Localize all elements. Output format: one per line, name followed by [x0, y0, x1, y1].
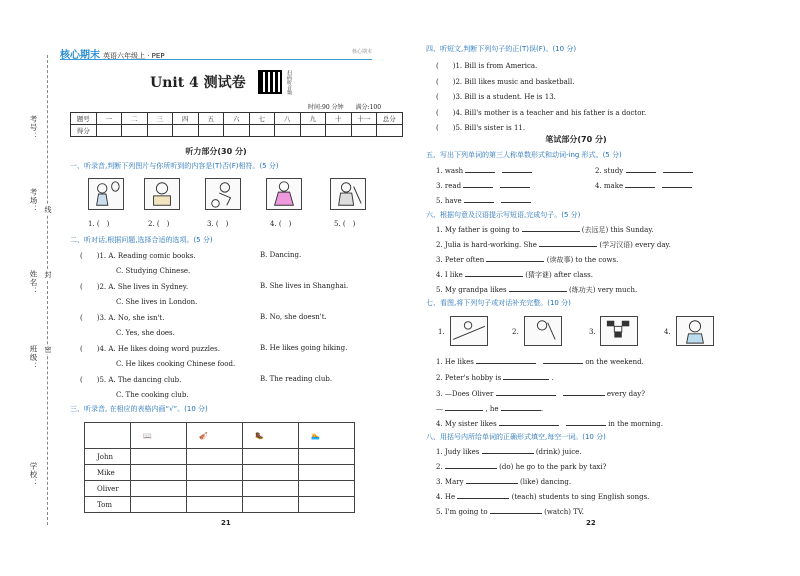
class-label: 班级：	[29, 345, 38, 371]
q6-suffix: every day.	[635, 241, 671, 249]
score-table	[70, 112, 403, 137]
q7-prefix: —	[436, 405, 443, 413]
q3-table	[84, 422, 355, 513]
q3-check-cell[interactable]	[187, 497, 243, 513]
score-cell[interactable]	[249, 125, 275, 137]
q7-suffix: .	[551, 374, 554, 382]
table-row	[85, 497, 355, 513]
score-cell[interactable]	[224, 125, 250, 137]
binding-strip	[0, 0, 56, 576]
q6-item[interactable]	[436, 225, 654, 235]
q7-item[interactable]: — , he .	[436, 405, 544, 413]
q6-prefix: 3. Peter often	[436, 256, 485, 264]
q6-prefix: 1. My father is going to	[436, 226, 520, 234]
answer-blank[interactable]	[496, 389, 556, 396]
q7-pic-label-4: 4.	[664, 328, 671, 336]
answer-blank[interactable]	[486, 255, 544, 262]
q6-item[interactable]	[436, 255, 618, 265]
q1-item-5[interactable]: 5. ( )	[334, 220, 356, 228]
dancing-girl-picture	[266, 178, 302, 210]
skiing-picture	[450, 316, 488, 346]
q3-check-cell[interactable]	[131, 465, 187, 481]
answer-blank[interactable]	[463, 181, 493, 188]
answer-blank[interactable]	[509, 285, 567, 292]
q4-item[interactable]: ( )4. Bill's mother is a teacher and his father is a doctor.	[436, 108, 647, 117]
q3-reading-icon: 📖	[131, 423, 187, 449]
q8-prefix: 2.	[436, 463, 443, 471]
q5-word: 2. study	[595, 167, 624, 175]
q3-check-cell[interactable]	[299, 465, 355, 481]
written-header: 笔试部分(70 分)	[545, 135, 607, 144]
q6-hint: (读故事)	[546, 256, 574, 264]
score-header-cell: 一	[96, 113, 122, 125]
answer-blank[interactable]	[625, 181, 655, 188]
q2-option-b[interactable]: B. Dancing.	[260, 251, 302, 259]
page-number-left: 21	[221, 519, 231, 527]
q5-item[interactable]	[436, 181, 530, 191]
q7-item[interactable]	[436, 373, 554, 382]
answer-blank[interactable]	[502, 166, 532, 173]
q2-option-a[interactable]: ( )1. A. Reading comic books.	[80, 252, 196, 260]
answer-blank[interactable]	[466, 477, 518, 484]
q5-word: 3. read	[436, 182, 462, 190]
crossword-picture	[600, 316, 638, 346]
q7-heading: 七、看图,将下列句子或对话补充完整。(10 分)	[426, 299, 571, 307]
q8-hint: (drink)	[535, 448, 561, 456]
q8-heading: 八、用括号内所给单词的正确形式填空,每空一词。(10 分)	[426, 433, 606, 441]
q7-suffix: in the morning.	[608, 420, 663, 428]
answer-blank[interactable]	[464, 196, 494, 203]
q8-suffix: dancing.	[540, 478, 572, 486]
q6-suffix: this Sunday.	[610, 226, 654, 234]
q3-hiking-icon: 🥾	[243, 423, 299, 449]
q2-option-a[interactable]: ( )2. A. She lives in Sydney.	[80, 283, 189, 291]
q7-prefix: 2. Peter's hobby is	[436, 374, 502, 382]
exam-number-label: 考号：	[29, 115, 38, 141]
score-header-cell: 八	[275, 113, 301, 125]
q6-hint: (练功夫)	[569, 286, 596, 294]
q8-prefix: 5. I'm going to	[436, 508, 488, 516]
q3-check-cell[interactable]	[131, 481, 187, 497]
header-tag: 核心期末	[351, 49, 372, 55]
q5-word: 5. have	[436, 197, 462, 205]
q5-item[interactable]	[595, 181, 692, 191]
answer-blank[interactable]	[503, 373, 549, 380]
q2-option-c[interactable]: C. She lives in London.	[116, 298, 198, 306]
answer-blank[interactable]	[465, 270, 523, 277]
seal-char-dense: 密	[44, 346, 52, 353]
q4-heading: 四、听短文,判断下列句子的正(T)误(F)。(10 分)	[426, 45, 577, 53]
q8-item[interactable]	[436, 462, 606, 471]
q2-option-a[interactable]: ( )5. A. The dancing club.	[80, 376, 182, 384]
q3-name-cell: Oliver	[85, 481, 131, 497]
score-cell[interactable]	[96, 125, 122, 137]
q2-option-c[interactable]: C. Yes, she does.	[116, 329, 175, 337]
q3-check-cell[interactable]	[299, 481, 355, 497]
q8-hint: (teach)	[511, 493, 537, 501]
q8-item[interactable]	[436, 447, 582, 456]
answer-blank[interactable]	[476, 357, 536, 364]
q3-name-cell: Tom	[85, 497, 131, 513]
q4-item[interactable]: ( )2. Bill likes music and basketball.	[436, 77, 575, 86]
q5-item[interactable]	[595, 166, 693, 176]
q2-option-c[interactable]: C. He likes cooking Chinese food.	[116, 360, 236, 368]
q3-check-cell[interactable]	[131, 497, 187, 513]
score-header-cell: 三	[147, 113, 173, 125]
listening-header: 听力部分(30 分)	[185, 147, 247, 156]
table-row	[85, 465, 355, 481]
q7-pic-label-3: 3.	[589, 328, 596, 336]
q8-item[interactable]	[436, 507, 584, 516]
q1-item-3[interactable]: 3. ( )	[207, 220, 229, 228]
qr-caption: 扫码听音频	[286, 70, 292, 95]
q4-item[interactable]: ( )1. Bill is from America.	[436, 62, 538, 70]
q3-check-cell[interactable]	[187, 465, 243, 481]
q3-check-cell[interactable]	[243, 497, 299, 513]
q2-option-c[interactable]: C. Studying Chinese.	[116, 267, 191, 275]
score-cell[interactable]	[173, 125, 199, 137]
answer-blank[interactable]	[465, 166, 495, 173]
q5-item[interactable]	[436, 166, 532, 176]
q2-heading: 二、听对话,根据问题,选择合适的选项。(5 分)	[70, 236, 213, 244]
q2-option-b[interactable]: B. He likes going hiking.	[260, 344, 348, 352]
q8-item[interactable]	[436, 492, 649, 501]
score-cell[interactable]	[275, 125, 301, 137]
exam-room-label: 考场：	[29, 188, 38, 214]
answer-blank[interactable]	[566, 419, 606, 426]
score-header-cell: 总分	[377, 113, 403, 125]
answer-blank[interactable]	[445, 404, 483, 411]
answer-blank[interactable]	[662, 181, 692, 188]
q8-hint: (like)	[520, 478, 539, 486]
q8-hint: (do)	[499, 463, 514, 471]
answer-blank[interactable]	[501, 404, 541, 411]
q3-music-icon: 🎻	[187, 423, 243, 449]
q8-suffix: juice.	[562, 448, 582, 456]
answer-blank[interactable]	[482, 447, 534, 454]
q3-check-cell[interactable]	[187, 481, 243, 497]
answer-blank[interactable]	[563, 389, 605, 396]
name-label: 姓名：	[29, 270, 38, 296]
score-cell[interactable]	[377, 125, 403, 137]
q3-check-cell[interactable]	[187, 449, 243, 465]
q6-prefix: 5. My grandpa likes	[436, 286, 507, 294]
score-header-cell: 六	[224, 113, 250, 125]
score-header-cell: 十一	[351, 113, 377, 125]
score-header-cell: 题号	[71, 113, 97, 125]
answer-blank[interactable]	[501, 196, 531, 203]
q7-prefix: 3. —Does Oliver	[436, 390, 494, 398]
q7-item[interactable]	[436, 419, 663, 429]
q3-swimming-icon: 🏊	[299, 423, 355, 449]
page-header	[60, 46, 372, 60]
q2-option-b[interactable]: B. She lives in Shanghai.	[260, 282, 349, 290]
q7-prefix: 4. My sister likes	[436, 420, 497, 428]
q1-item-4[interactable]: 4. ( )	[270, 220, 292, 228]
q6-suffix: after class.	[553, 271, 593, 279]
grade-label: 英语六年级上 · PEP	[103, 52, 165, 60]
q6-item[interactable]	[436, 270, 593, 280]
score-cell[interactable]	[147, 125, 173, 137]
q8-prefix: 4. He	[436, 493, 456, 501]
q7-suffix: on the weekend.	[585, 358, 644, 366]
q5-heading: 五、写出下列单词的第三人称单数形式和动词-ing 形式。(5 分)	[426, 151, 622, 159]
q6-hint: (猜字谜)	[525, 271, 552, 279]
q6-suffix: to the cows.	[575, 256, 619, 264]
q3-check-cell[interactable]	[299, 497, 355, 513]
q6-hint: (去远足)	[581, 226, 609, 234]
score-label-cell: 得分	[71, 125, 97, 137]
q6-item[interactable]	[436, 285, 637, 295]
q3-name-cell: Mike	[85, 465, 131, 481]
seal-char-seal: 封	[44, 271, 52, 278]
table-row	[85, 481, 355, 497]
q5-item[interactable]	[436, 196, 531, 206]
school-label: 学校：	[29, 462, 38, 488]
score-header-cell: 二	[122, 113, 148, 125]
q3-check-cell[interactable]	[243, 465, 299, 481]
qr-code-icon[interactable]	[258, 70, 282, 94]
score-cell[interactable]	[122, 125, 148, 137]
q7-suffix: every day?	[606, 390, 645, 398]
answer-blank[interactable]	[543, 357, 583, 364]
q2-option-b[interactable]: B. The reading club.	[260, 375, 333, 383]
q6-item[interactable]	[436, 240, 671, 250]
q8-suffix: students to sing English songs.	[538, 493, 650, 501]
q4-item[interactable]: ( )5. Bill's sister is 11.	[436, 124, 526, 132]
q1-item-2[interactable]: 2. ( )	[148, 220, 170, 228]
answer-blank[interactable]	[522, 225, 580, 232]
violin-boy-picture	[524, 316, 562, 346]
q3-check-cell[interactable]	[243, 481, 299, 497]
q7-pic-label-2: 2.	[512, 328, 519, 336]
score-cell[interactable]	[326, 125, 352, 137]
time-info: 时间:90 分钟 满分:100	[308, 104, 382, 111]
q7-item[interactable]	[436, 357, 644, 367]
q6-hint: (学习汉语)	[599, 241, 633, 249]
q6-prefix: 2. Julia is hard-working. She	[436, 241, 537, 249]
page-number-right: 22	[586, 519, 596, 527]
q2-option-a[interactable]: ( )4. A. He likes doing word puzzles.	[80, 345, 220, 353]
q3-check-cell[interactable]	[131, 449, 187, 465]
football-picture	[205, 178, 241, 210]
q3-corner-cell	[85, 423, 131, 449]
q6-suffix: very much.	[597, 286, 638, 294]
answer-blank[interactable]	[490, 507, 542, 514]
q3-name-cell: John	[85, 449, 131, 465]
q5-word: 4. make	[595, 182, 624, 190]
seal-char-line: 线	[44, 206, 52, 213]
q8-prefix: 3. Mary	[436, 478, 464, 486]
q3-heading: 三、听录音, 在相应的表格内画“√”。(10 分)	[70, 405, 208, 413]
q3-check-cell[interactable]	[243, 449, 299, 465]
q8-suffix: he go to the park by taxi?	[515, 463, 607, 471]
answer-blank[interactable]	[445, 462, 497, 469]
violin-girl-picture	[330, 178, 366, 210]
score-header-cell: 四	[173, 113, 199, 125]
reading-boy-picture	[144, 178, 180, 210]
brand-logo: 核心期末	[60, 50, 100, 61]
table-row	[85, 449, 355, 465]
q2-option-b[interactable]: B. No, she doesn't.	[260, 313, 327, 321]
q5-word: 1. wash	[436, 167, 464, 175]
q8-item[interactable]	[436, 477, 571, 486]
q7-item[interactable]	[436, 389, 645, 399]
score-cell[interactable]	[198, 125, 224, 137]
q8-hint: (watch)	[544, 508, 571, 516]
cut-line	[47, 55, 48, 525]
q2-option-a[interactable]: ( )3. A. No, she isn't.	[80, 314, 165, 322]
score-header-cell: 七	[249, 113, 275, 125]
answer-blank[interactable]	[626, 166, 656, 173]
score-header-cell: 五	[198, 113, 224, 125]
tennis-girl-picture	[88, 178, 124, 210]
q7-prefix: 1. He likes	[436, 358, 474, 366]
q8-suffix: TV.	[573, 508, 584, 516]
score-header-cell: 九	[300, 113, 326, 125]
score-cell[interactable]	[300, 125, 326, 137]
answer-blank[interactable]	[663, 166, 693, 173]
girl-picture	[676, 316, 714, 346]
q6-prefix: 4. I like	[436, 271, 463, 279]
page-title: Unit 4 测试卷	[150, 75, 246, 91]
answer-blank[interactable]	[500, 181, 530, 188]
q6-heading: 六、根据句意及汉语提示写短语,完成句子。(5 分)	[426, 211, 581, 219]
score-header-cell: 十	[326, 113, 352, 125]
q7-suffix: , he	[485, 405, 499, 413]
answer-blank[interactable]	[457, 492, 509, 499]
q3-check-cell[interactable]	[299, 449, 355, 465]
q1-heading: 一、听录音,判断下列图片与你所听到的内容是(T)否(F)相符。(5 分)	[70, 162, 279, 170]
answer-blank[interactable]	[539, 240, 597, 247]
answer-blank[interactable]	[499, 419, 559, 426]
q2-option-c[interactable]: C. The cooking club.	[116, 391, 189, 399]
q8-prefix: 1. Judy likes	[436, 448, 480, 456]
score-cell[interactable]	[351, 125, 377, 137]
q4-item[interactable]: ( )3. Bill is a student. He is 13.	[436, 93, 556, 101]
q7-pic-label-1: 1.	[438, 328, 445, 336]
q1-item-1[interactable]: 1. ( )	[88, 220, 110, 228]
